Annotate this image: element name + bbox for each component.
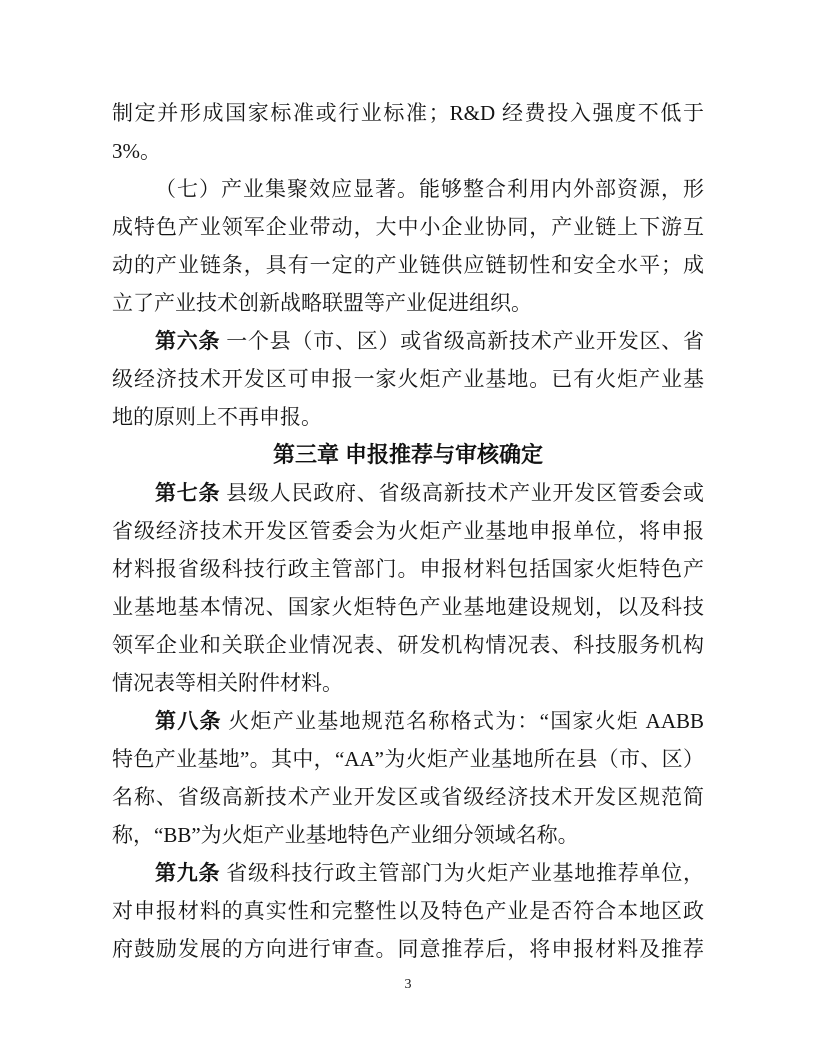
text-run: 省级科技行政主管部门为火炬产业基地推荐单位， <box>220 861 704 885</box>
document-line <box>112 854 704 892</box>
document-line <box>112 892 704 930</box>
document-line <box>112 208 704 246</box>
page-footer <box>0 976 816 994</box>
page-number: 3 <box>404 977 412 992</box>
chapter-heading: 第三章 申报推荐与审核确定 <box>272 442 544 467</box>
article-number: 第六条 <box>155 330 221 353</box>
document-line <box>112 588 704 626</box>
article-number: 第七条 <box>155 482 221 505</box>
document-line <box>112 550 704 588</box>
document-line <box>112 740 704 778</box>
text-run: 名称、省级高新技术产业开发区或省级经济技术开发区规范简 <box>112 785 704 809</box>
text-run: 领军企业和关联企业情况表、研发机构情况表、科技服务机构 <box>112 633 704 657</box>
text-run: 业基地基本情况、国家火炬特色产业基地建设规划，以及科技 <box>112 595 704 619</box>
text-run: 3%。 <box>112 139 161 163</box>
text-run: 制定并形成国家标准或行业标准；R&D 经费投入强度不低于 <box>112 101 704 125</box>
document-line <box>112 816 704 854</box>
text-run: 省级经济技术开发区管委会为火炬产业基地申报单位，将申报 <box>112 519 704 543</box>
text-run: 成特色产业领军企业带动，大中小企业协同，产业链上下游互 <box>112 215 704 239</box>
text-run: 地的原则上不再申报。 <box>112 405 322 429</box>
document-line <box>112 512 704 550</box>
paragraph <box>112 322 704 436</box>
document-line <box>112 360 704 398</box>
paragraph <box>112 94 704 170</box>
text-run: 一个县（市、区）或省级高新技术产业开发区、省 <box>220 329 704 353</box>
document-line <box>112 930 704 968</box>
document-line <box>112 398 704 436</box>
text-run: 火炬产业基地规范名称格式为：“国家火炬 AABB <box>221 709 704 733</box>
document-line <box>112 626 704 664</box>
text-run: 称，“BB”为火炬产业基地特色产业细分领域名称。 <box>112 823 579 847</box>
document-line <box>112 132 704 170</box>
text-run: 立了产业技术创新战略联盟等产业促进组织。 <box>112 291 532 315</box>
paragraph <box>112 170 704 322</box>
paragraph <box>112 702 704 854</box>
paragraph <box>112 474 704 702</box>
article-number: 第八条 <box>155 710 222 733</box>
document-body <box>112 94 704 968</box>
text-run: 县级人民政府、省级高新技术产业开发区管委会或 <box>220 481 704 505</box>
document-line <box>112 778 704 816</box>
text-run: 特色产业基地”。其中，“AA”为火炬产业基地所在县（市、区） <box>112 747 704 771</box>
text-run: 动的产业链条，具有一定的产业链供应链韧性和安全水平；成 <box>112 253 704 277</box>
article-number: 第九条 <box>155 862 221 885</box>
text-run: 府鼓励发展的方向进行审查。同意推荐后，将申报材料及推荐 <box>112 937 704 961</box>
document-line <box>112 170 704 208</box>
text-run: 材料报省级科技行政主管部门。申报材料包括国家火炬特色产 <box>112 557 704 581</box>
document-line <box>112 474 704 512</box>
document-line <box>112 322 704 360</box>
document-line <box>112 246 704 284</box>
document-line <box>112 94 704 132</box>
paragraph <box>112 854 704 968</box>
document-line <box>112 664 704 702</box>
document-line <box>112 284 704 322</box>
text-run: 级经济技术开发区可申报一家火炬产业基地。已有火炬产业基 <box>112 367 704 391</box>
text-run: 情况表等相关附件材料。 <box>112 671 343 695</box>
text-run: 对申报材料的真实性和完整性以及特色产业是否符合本地区政 <box>112 899 704 923</box>
document-line <box>112 702 704 740</box>
text-run: （七）产业集聚效应显著。能够整合利用内外部资源，形 <box>155 177 704 201</box>
